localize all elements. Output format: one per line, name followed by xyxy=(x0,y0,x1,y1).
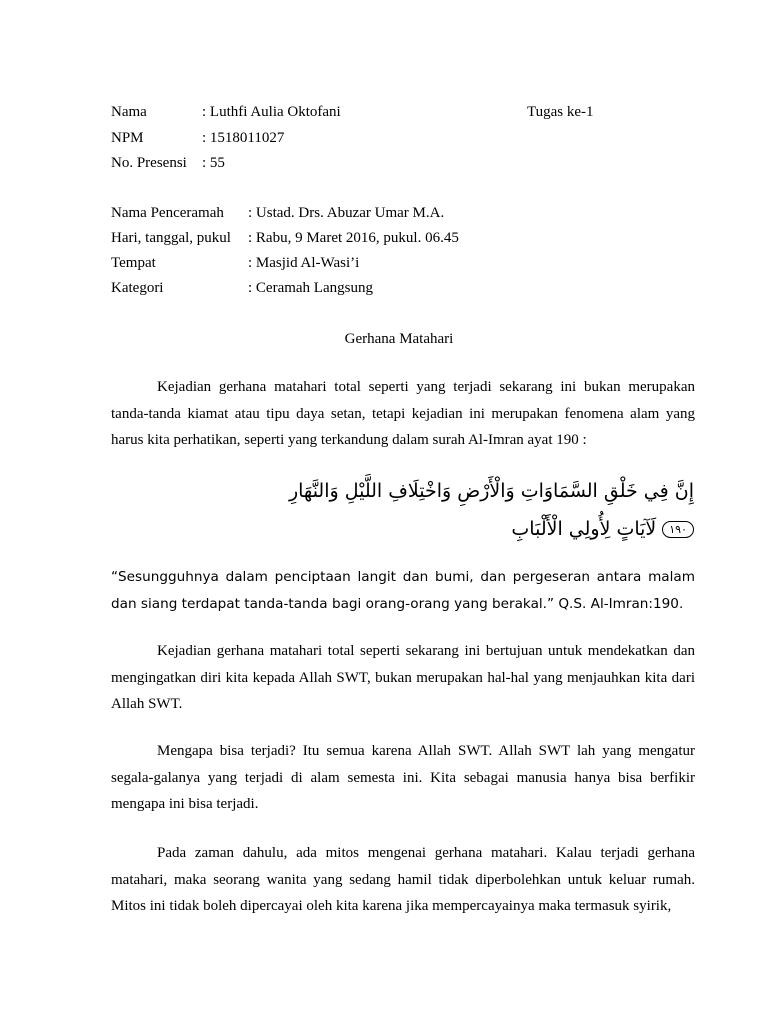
arabic-verse-line-1: إِنَّ فِي خَلْقِ السَّمَاوَاتِ وَالْأَرْضِ وَاخْتِلَافِ اللَّيْلِ وَالنَّهَارِ xyxy=(288,480,694,502)
hari-label: Hari, tanggal, pukul xyxy=(111,230,231,246)
hari-value: : Rabu, 9 Maret 2016, pukul. 06.45 xyxy=(248,230,459,246)
tempat-value: : Masjid Al-Wasi’i xyxy=(248,255,360,271)
nama-value: : Luthfi Aulia Oktofani xyxy=(202,104,341,120)
npm-row xyxy=(111,127,711,149)
arabic-verse-line-2 xyxy=(380,514,694,544)
kategori-row xyxy=(111,277,711,299)
penceramah-row xyxy=(111,202,711,224)
verse-translation: “Sesungguhnya dalam penciptaan langit dan bumi, dan pergeseran antara malam dan siang terdapat tanda-tanda bagi orang-orang yang berakal.” Q.S. Al-Imran:190. xyxy=(111,569,695,612)
npm-label: NPM xyxy=(111,130,144,146)
tempat-row xyxy=(111,252,711,274)
arabic-verse-line-2-text: لَآيَاتٍ لِأُولِي الْأَلْبَابِ xyxy=(511,518,657,540)
document-title: Gerhana Matahari xyxy=(344,331,454,347)
nama-label: Nama xyxy=(111,104,147,120)
penceramah-label: Nama Penceramah xyxy=(111,205,224,221)
tempat-label: Tempat xyxy=(111,255,156,271)
paragraph-4: Pada zaman dahulu, ada mitos mengenai gerhana matahari. Kalau terjadi gerhana matahari, maka seorang wanita yang sedang hamil tidak diperbolehkan untuk keluar rumah. Mitos ini tidak boleh dipercayai oleh kita karena jika mempercayainya maka termasuk syirik, xyxy=(111,845,695,914)
hari-row xyxy=(111,227,711,249)
presensi-label: No. Presensi xyxy=(111,155,187,171)
ayah-number-mark: ١٩٠ xyxy=(662,521,694,538)
tugas-label: Tugas ke-1 xyxy=(527,104,594,120)
penceramah-value: : Ustad. Drs. Abuzar Umar M.A. xyxy=(248,205,445,221)
paragraph-1: Kejadian gerhana matahari total seperti yang terjadi sekarang ini bukan merupakan tanda-tanda kiamat atau tipu daya setan, tetapi kejadian ini merupakan fenomena alam yang harus kita perhatikan, seperti yang terkandung dalam surah Al-Imran ayat 190 : xyxy=(111,379,695,448)
kategori-label: Kategori xyxy=(111,280,164,296)
nama-row xyxy=(111,101,711,123)
kategori-value: : Ceramah Langsung xyxy=(248,280,373,296)
paragraph-3: Mengapa bisa terjadi? Itu semua karena Allah SWT. Allah SWT lah yang mengatur segala-galanya yang terjadi di alam semesta ini. Kita sebagai manusia hanya bisa berfikir mengapa ini bisa terjadi. xyxy=(111,743,695,812)
paragraph-2: Kejadian gerhana matahari total seperti sekarang ini bertujuan untuk mendekatkan dan mengingatkan diri kita kepada Allah SWT, bukan merupakan hal-hal yang menjauhkan kita dari Allah SWT. xyxy=(111,643,695,712)
presensi-row xyxy=(111,152,711,174)
presensi-value: : 55 xyxy=(202,155,225,171)
npm-value: : 1518011027 xyxy=(202,130,285,146)
